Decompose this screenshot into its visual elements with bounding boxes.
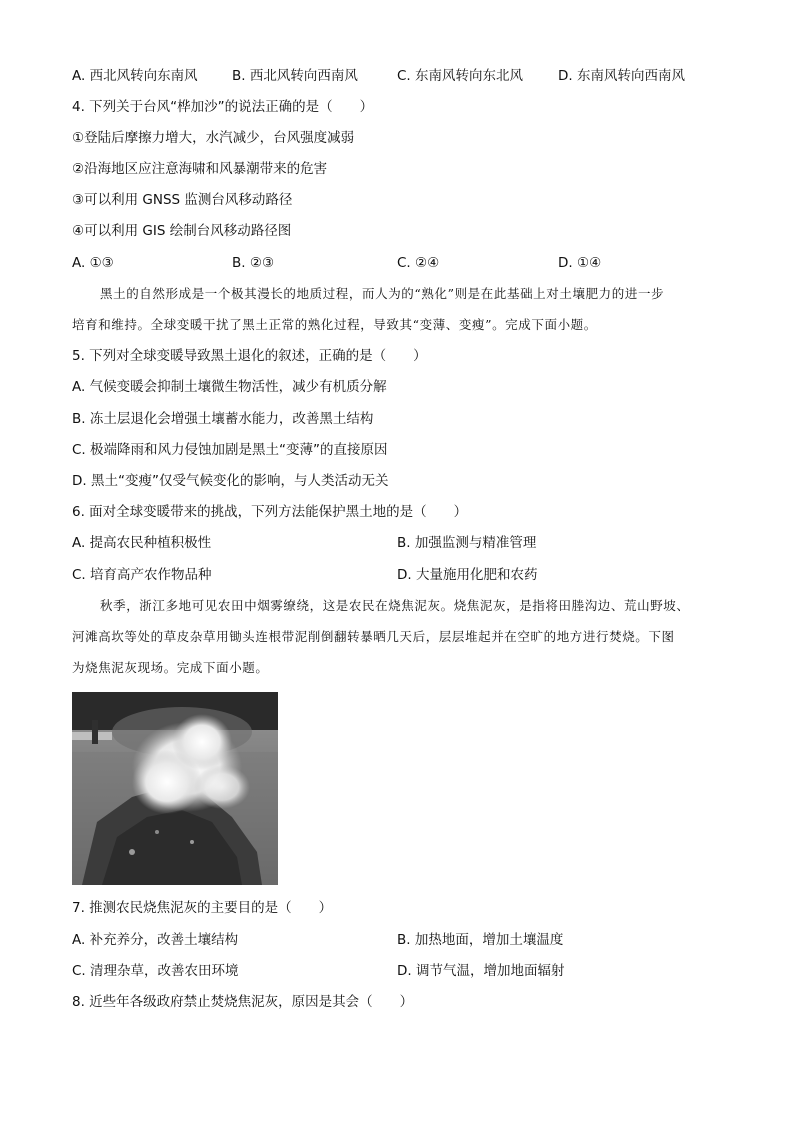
q6-option-c: C. 培育高产农作物品种 — [72, 567, 212, 583]
passage-burning-ash-line-2: 河滩高坎等处的草皮杂草用锄头连根带泥削倒翻转暴晒几天后，层层堆起并在空旷的地方进行焚烧。下图 — [72, 629, 675, 644]
q7-option-c: C. 清理杂草，改善农田环境 — [72, 963, 239, 979]
q6-option-d: D. 大量施用化肥和农药 — [397, 567, 538, 583]
q3-option-b: B. 西北风转向西南风 — [232, 68, 358, 84]
q6-option-a: A. 提高农民种植积极性 — [72, 535, 212, 551]
q5-stem: 5. 下列对全球变暖导致黑土退化的叙述，正确的是（ ） — [72, 348, 427, 364]
q5-option-c: C. 极端降雨和风力侵蚀加剧是黑土“变薄”的直接原因 — [72, 442, 388, 458]
passage-black-soil-line-2: 培育和维持。全球变暖干扰了黑土正常的熟化过程，导致其“变薄、变瘦”。完成下面小题。 — [72, 317, 597, 332]
q3-option-c: C. 东南风转向东北风 — [397, 68, 524, 84]
q7-option-d: D. 调节气温，增加地面辐射 — [397, 963, 565, 979]
passage-burning-ash-line-1: 秋季，浙江多地可见农田中烟雾缭绕，这是农民在烧焦泥灰。烧焦泥灰，是指将田塍沟边、荒山野坡、 — [100, 598, 690, 613]
q4-option-d: D. ①④ — [558, 255, 602, 271]
passage-burning-ash-line-3: 为烧焦泥灰现场。完成下面小题。 — [72, 660, 269, 675]
q5-option-d: D. 黑土“变瘦”仅受气候变化的影响，与人类活动无关 — [72, 473, 389, 489]
q3-option-d: D. 东南风转向西南风 — [558, 68, 685, 84]
q8-stem: 8. 近些年各级政府禁止焚烧焦泥灰，原因是其会（ ） — [72, 994, 414, 1010]
q6-option-b: B. 加强监测与精准管理 — [397, 535, 537, 551]
q3-option-a: A. 西北风转向东南风 — [72, 68, 198, 84]
q7-option-a: A. 补充养分，改善土壤结构 — [72, 932, 239, 948]
passage-black-soil-line-1: 黑土的自然形成是一个极其漫长的地质过程，而人为的“熟化”则是在此基础上对土壤肥力的进一步 — [100, 286, 665, 301]
q4-statement-2: ②沿海地区应注意海啸和风暴潮带来的危害 — [72, 161, 328, 177]
passage-black-soil — [72, 285, 732, 347]
q5-option-b: B. 冻土层退化会增强土壤蓄水能力，改善黑土结构 — [72, 411, 374, 427]
q4-statement-4: ④可以利用 GIS 绘制台风移动路径图 — [72, 223, 292, 239]
q4-statement-1: ①登陆后摩擦力增大，水汽减少，台风强度减弱 — [72, 130, 355, 146]
q7-stem: 7. 推测农民烧焦泥灰的主要目的是（ ） — [72, 900, 333, 916]
q7-option-b: B. 加热地面，增加土壤温度 — [397, 932, 564, 948]
q4-stem: 4. 下列关于台风“桦加沙”的说法正确的是（ ） — [72, 99, 374, 115]
q4-option-b: B. ②③ — [232, 255, 275, 271]
passage-burning-ash — [72, 597, 732, 690]
q4-statement-3: ③可以利用 GNSS 监测台风移动路径 — [72, 192, 293, 208]
q5-option-a: A. 气候变暖会抑制土壤微生物活性，减少有机质分解 — [72, 379, 387, 395]
q6-stem: 6. 面对全球变暖带来的挑战，下列方法能保护黑土地的是（ ） — [72, 504, 468, 520]
q4-option-a: A. ①③ — [72, 255, 114, 271]
burning-ash-photo — [72, 692, 278, 885]
q4-option-c: C. ②④ — [397, 255, 440, 271]
